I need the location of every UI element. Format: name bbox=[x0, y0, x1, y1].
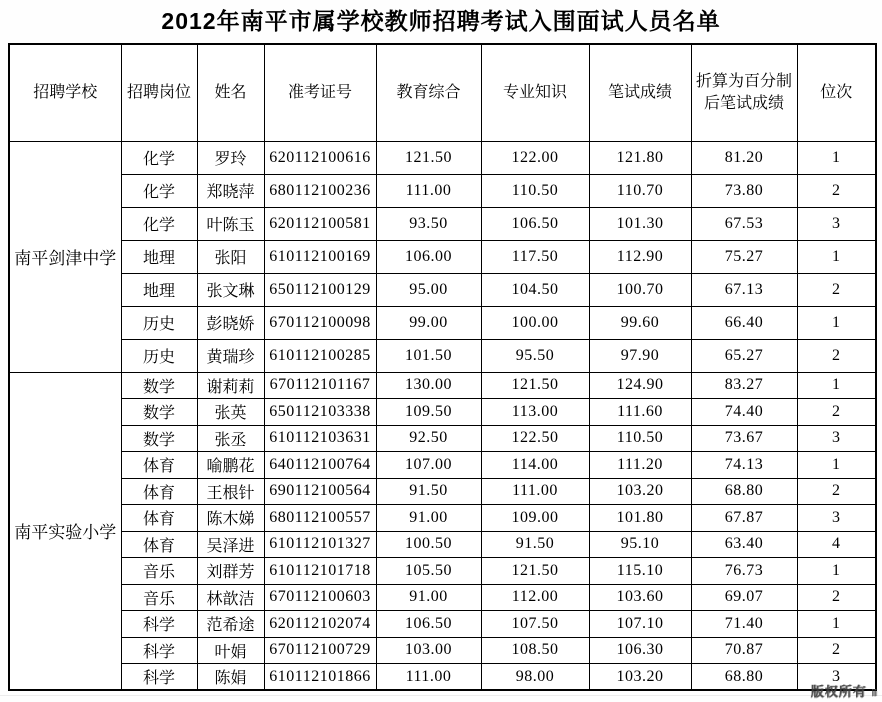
edu-cell: 93.50 bbox=[376, 207, 481, 240]
table-row bbox=[9, 478, 876, 505]
written-cell: 97.90 bbox=[589, 339, 691, 372]
written-cell: 121.80 bbox=[589, 141, 691, 174]
edu-cell: 101.50 bbox=[376, 339, 481, 372]
edu-cell: 106.50 bbox=[376, 611, 481, 638]
name-cell: 王根针 bbox=[197, 478, 264, 505]
converted-cell: 73.80 bbox=[691, 174, 797, 207]
post-cell: 音乐 bbox=[121, 558, 197, 585]
post-cell: 数学 bbox=[121, 425, 197, 452]
rank-cell: 2 bbox=[797, 339, 876, 372]
edu-cell: 109.50 bbox=[376, 399, 481, 426]
edu-cell: 99.00 bbox=[376, 306, 481, 339]
edu-cell: 92.50 bbox=[376, 425, 481, 452]
written-cell: 110.70 bbox=[589, 174, 691, 207]
name-cell: 喻鹏花 bbox=[197, 452, 264, 479]
column-header-7: 折算为百分制后笔试成绩 bbox=[691, 44, 797, 141]
rank-cell: 1 bbox=[797, 306, 876, 339]
name-cell: 罗玲 bbox=[197, 141, 264, 174]
written-cell: 112.90 bbox=[589, 240, 691, 273]
pro-cell: 122.50 bbox=[481, 425, 589, 452]
ticket-cell: 620112100581 bbox=[264, 207, 376, 240]
written-cell: 103.20 bbox=[589, 478, 691, 505]
edu-cell: 107.00 bbox=[376, 452, 481, 479]
column-header-8: 位次 bbox=[797, 44, 876, 141]
converted-cell: 70.87 bbox=[691, 637, 797, 664]
table-row bbox=[9, 240, 876, 273]
pro-cell: 106.50 bbox=[481, 207, 589, 240]
rank-cell: 2 bbox=[797, 584, 876, 611]
name-cell: 范希途 bbox=[197, 611, 264, 638]
name-cell: 张文琳 bbox=[197, 273, 264, 306]
table-row bbox=[9, 399, 876, 426]
converted-cell: 68.80 bbox=[691, 664, 797, 691]
pro-cell: 110.50 bbox=[481, 174, 589, 207]
name-cell: 谢莉莉 bbox=[197, 372, 264, 399]
written-cell: 115.10 bbox=[589, 558, 691, 585]
edu-cell: 95.00 bbox=[376, 273, 481, 306]
converted-cell: 63.40 bbox=[691, 531, 797, 558]
pro-cell: 111.00 bbox=[481, 478, 589, 505]
converted-cell: 71.40 bbox=[691, 611, 797, 638]
table-header-row bbox=[9, 44, 876, 141]
table-row bbox=[9, 611, 876, 638]
ticket-cell: 610112101327 bbox=[264, 531, 376, 558]
rank-cell: 1 bbox=[797, 240, 876, 273]
table-row bbox=[9, 664, 876, 691]
ticket-cell: 670112100729 bbox=[264, 637, 376, 664]
school-cell: 南平剑津中学 bbox=[9, 141, 121, 372]
rank-cell: 3 bbox=[797, 207, 876, 240]
written-cell: 107.10 bbox=[589, 611, 691, 638]
rank-cell: 2 bbox=[797, 174, 876, 207]
ticket-cell: 670112100098 bbox=[264, 306, 376, 339]
pro-cell: 121.50 bbox=[481, 372, 589, 399]
name-cell: 叶娟 bbox=[197, 637, 264, 664]
post-cell: 体育 bbox=[121, 531, 197, 558]
post-cell: 科学 bbox=[121, 611, 197, 638]
ticket-cell: 610112100285 bbox=[264, 339, 376, 372]
rank-cell: 1 bbox=[797, 558, 876, 585]
written-cell: 99.60 bbox=[589, 306, 691, 339]
column-header-0: 招聘学校 bbox=[9, 44, 121, 141]
ticket-cell: 620112100616 bbox=[264, 141, 376, 174]
pro-cell: 104.50 bbox=[481, 273, 589, 306]
ticket-cell: 650112100129 bbox=[264, 273, 376, 306]
page-title: 2012年南平市属学校教师招聘考试入围面试人员名单 bbox=[161, 8, 721, 34]
name-cell: 林歆洁 bbox=[197, 584, 264, 611]
converted-cell: 67.13 bbox=[691, 273, 797, 306]
edu-cell: 91.00 bbox=[376, 505, 481, 532]
table-row bbox=[9, 207, 876, 240]
table-row bbox=[9, 306, 876, 339]
ticket-cell: 640112100764 bbox=[264, 452, 376, 479]
name-cell: 陈木娣 bbox=[197, 505, 264, 532]
post-cell: 体育 bbox=[121, 478, 197, 505]
edu-cell: 121.50 bbox=[376, 141, 481, 174]
rank-cell: 3 bbox=[797, 425, 876, 452]
rank-cell: 1 bbox=[797, 611, 876, 638]
name-cell: 张英 bbox=[197, 399, 264, 426]
column-header-3: 准考证号 bbox=[264, 44, 376, 141]
ticket-cell: 670112101167 bbox=[264, 372, 376, 399]
post-cell: 数学 bbox=[121, 372, 197, 399]
edu-cell: 91.50 bbox=[376, 478, 481, 505]
edu-cell: 100.50 bbox=[376, 531, 481, 558]
ticket-cell: 680112100557 bbox=[264, 505, 376, 532]
ticket-cell: 610112103631 bbox=[264, 425, 376, 452]
table-row bbox=[9, 452, 876, 479]
post-cell: 历史 bbox=[121, 306, 197, 339]
name-cell: 陈娟 bbox=[197, 664, 264, 691]
converted-cell: 75.27 bbox=[691, 240, 797, 273]
written-cell: 95.10 bbox=[589, 531, 691, 558]
written-cell: 103.20 bbox=[589, 664, 691, 691]
pro-cell: 121.50 bbox=[481, 558, 589, 585]
table-row bbox=[9, 425, 876, 452]
rank-cell: 4 bbox=[797, 531, 876, 558]
post-cell: 历史 bbox=[121, 339, 197, 372]
post-cell: 数学 bbox=[121, 399, 197, 426]
converted-cell: 65.27 bbox=[691, 339, 797, 372]
converted-cell: 66.40 bbox=[691, 306, 797, 339]
pro-cell: 114.00 bbox=[481, 452, 589, 479]
converted-cell: 74.13 bbox=[691, 452, 797, 479]
edu-cell: 106.00 bbox=[376, 240, 481, 273]
school-cell: 南平实验小学 bbox=[9, 372, 121, 690]
table-row bbox=[9, 174, 876, 207]
table-row bbox=[9, 558, 876, 585]
post-cell: 化学 bbox=[121, 207, 197, 240]
table-row bbox=[9, 637, 876, 664]
converted-cell: 76.73 bbox=[691, 558, 797, 585]
pro-cell: 107.50 bbox=[481, 611, 589, 638]
edu-cell: 103.00 bbox=[376, 637, 481, 664]
pro-cell: 113.00 bbox=[481, 399, 589, 426]
written-cell: 106.30 bbox=[589, 637, 691, 664]
edu-cell: 105.50 bbox=[376, 558, 481, 585]
written-cell: 110.50 bbox=[589, 425, 691, 452]
ticket-cell: 610112101718 bbox=[264, 558, 376, 585]
name-cell: 刘群芳 bbox=[197, 558, 264, 585]
converted-cell: 67.53 bbox=[691, 207, 797, 240]
table-row bbox=[9, 584, 876, 611]
column-header-2: 姓名 bbox=[197, 44, 264, 141]
written-cell: 101.30 bbox=[589, 207, 691, 240]
name-cell: 张阳 bbox=[197, 240, 264, 273]
ticket-cell: 650112103338 bbox=[264, 399, 376, 426]
column-header-5: 专业知识 bbox=[481, 44, 589, 141]
post-cell: 音乐 bbox=[121, 584, 197, 611]
table-row bbox=[9, 372, 876, 399]
table-row bbox=[9, 531, 876, 558]
written-cell: 111.60 bbox=[589, 399, 691, 426]
written-cell: 101.80 bbox=[589, 505, 691, 532]
pro-cell: 91.50 bbox=[481, 531, 589, 558]
name-cell: 叶陈玉 bbox=[197, 207, 264, 240]
converted-cell: 83.27 bbox=[691, 372, 797, 399]
name-cell: 郑晓萍 bbox=[197, 174, 264, 207]
converted-cell: 67.87 bbox=[691, 505, 797, 532]
column-header-6: 笔试成绩 bbox=[589, 44, 691, 141]
pro-cell: 122.00 bbox=[481, 141, 589, 174]
rank-cell: 1 bbox=[797, 372, 876, 399]
column-header-4: 教育综合 bbox=[376, 44, 481, 141]
ticket-cell: 670112100603 bbox=[264, 584, 376, 611]
rank-cell: 1 bbox=[797, 141, 876, 174]
edu-cell: 130.00 bbox=[376, 372, 481, 399]
name-cell: 黄瑞珍 bbox=[197, 339, 264, 372]
ticket-cell: 690112100564 bbox=[264, 478, 376, 505]
written-cell: 111.20 bbox=[589, 452, 691, 479]
converted-cell: 81.20 bbox=[691, 141, 797, 174]
rank-cell: 2 bbox=[797, 399, 876, 426]
table-row bbox=[9, 273, 876, 306]
rank-cell: 3 bbox=[797, 505, 876, 532]
post-cell: 地理 bbox=[121, 273, 197, 306]
post-cell: 科学 bbox=[121, 637, 197, 664]
written-cell: 103.60 bbox=[589, 584, 691, 611]
rank-cell: 1 bbox=[797, 452, 876, 479]
post-cell: 科学 bbox=[121, 664, 197, 691]
converted-cell: 69.07 bbox=[691, 584, 797, 611]
page-bottom-divider bbox=[0, 695, 882, 696]
written-cell: 124.90 bbox=[589, 372, 691, 399]
column-header-1: 招聘岗位 bbox=[121, 44, 197, 141]
pro-cell: 100.00 bbox=[481, 306, 589, 339]
post-cell: 化学 bbox=[121, 174, 197, 207]
pro-cell: 95.50 bbox=[481, 339, 589, 372]
converted-cell: 74.40 bbox=[691, 399, 797, 426]
name-cell: 吴泽进 bbox=[197, 531, 264, 558]
rank-cell: 2 bbox=[797, 637, 876, 664]
rank-cell: 2 bbox=[797, 478, 876, 505]
table-body bbox=[9, 141, 876, 690]
table-row bbox=[9, 505, 876, 532]
pro-cell: 112.00 bbox=[481, 584, 589, 611]
pro-cell: 98.00 bbox=[481, 664, 589, 691]
watermark-text: 版权所有 bbox=[810, 684, 867, 699]
copyright-watermark bbox=[811, 681, 878, 700]
ticket-cell: 680112100236 bbox=[264, 174, 376, 207]
ticket-cell: 610112100169 bbox=[264, 240, 376, 273]
results-table bbox=[8, 43, 877, 691]
post-cell: 化学 bbox=[121, 141, 197, 174]
converted-cell: 73.67 bbox=[691, 425, 797, 452]
rank-cell: 2 bbox=[797, 273, 876, 306]
table-row bbox=[9, 141, 876, 174]
rank-cell: 3 bbox=[797, 664, 876, 691]
post-cell: 体育 bbox=[121, 505, 197, 532]
table-row bbox=[9, 339, 876, 372]
post-cell: 体育 bbox=[121, 452, 197, 479]
name-cell: 张丞 bbox=[197, 425, 264, 452]
pro-cell: 109.00 bbox=[481, 505, 589, 532]
ticket-cell: 620112102074 bbox=[264, 611, 376, 638]
pro-cell: 117.50 bbox=[481, 240, 589, 273]
edu-cell: 111.00 bbox=[376, 664, 481, 691]
post-cell: 地理 bbox=[121, 240, 197, 273]
name-cell: 彭晓娇 bbox=[197, 306, 264, 339]
written-cell: 100.70 bbox=[589, 273, 691, 306]
pro-cell: 108.50 bbox=[481, 637, 589, 664]
edu-cell: 91.00 bbox=[376, 584, 481, 611]
ticket-cell: 610112101866 bbox=[264, 664, 376, 691]
edu-cell: 111.00 bbox=[376, 174, 481, 207]
watermark-extra-marks: ⅲ bbox=[871, 688, 878, 698]
converted-cell: 68.80 bbox=[691, 478, 797, 505]
